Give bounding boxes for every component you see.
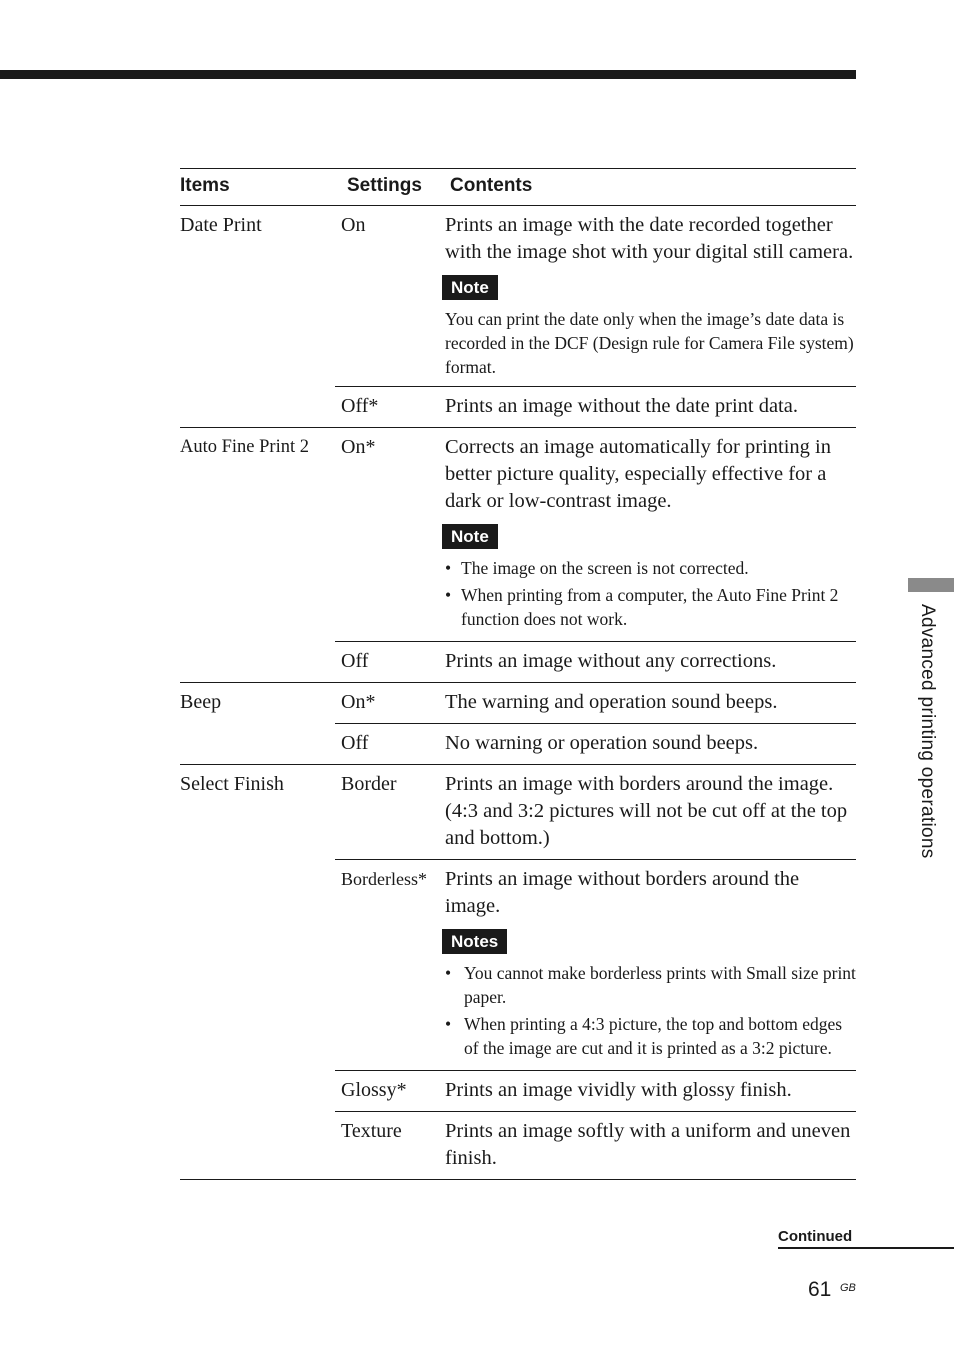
table-row xyxy=(335,386,856,427)
note-bullet-text: When printing from a computer, the Auto Fine Print 2 function does not work. xyxy=(461,585,839,629)
note-bullet xyxy=(445,556,856,580)
content-text: The warning and operation sound beeps. xyxy=(445,691,778,713)
header-settings: Settings xyxy=(347,175,422,196)
table-group-select-finish xyxy=(180,765,856,1180)
bullet-dot: • xyxy=(445,558,452,578)
table-row xyxy=(335,206,856,386)
setting-value: Border xyxy=(341,773,397,795)
continued-label: Continued xyxy=(778,1228,853,1245)
table-group-auto-fine-print xyxy=(180,428,856,683)
note-bullet xyxy=(445,1012,856,1060)
content-text: Prints an image without the date print data. xyxy=(445,395,798,417)
setting-value: On* xyxy=(341,436,376,458)
table-row xyxy=(335,765,856,859)
content-text: Prints an image without any corrections. xyxy=(445,650,777,672)
section-tab-marker xyxy=(908,578,954,592)
setting-value: Off xyxy=(341,650,369,672)
table-row xyxy=(335,723,856,764)
setting-value: On* xyxy=(341,691,376,713)
table-group-beep xyxy=(180,683,856,765)
content-text: Prints an image without borders around the image. xyxy=(445,868,800,917)
note-bullet xyxy=(445,961,856,1009)
content-text: Prints an image with borders around the image. (4:3 and 3:2 pictures will not be cut off at the top and bottom.) xyxy=(445,773,848,849)
setting-value: Glossy* xyxy=(341,1079,407,1101)
content-text: Prints an image with the date recorded together with the image shot with your digital still camera. xyxy=(445,214,854,263)
note-badge: Note xyxy=(442,524,498,549)
note-badge: Note xyxy=(442,275,498,300)
table-row xyxy=(335,641,856,682)
table-row xyxy=(335,683,856,723)
top-rule xyxy=(0,70,856,79)
content-text: Prints an image softly with a uniform and uneven finish. xyxy=(445,1120,851,1169)
item-label: Beep xyxy=(180,691,222,713)
note-bullet-text: When printing a 4:3 picture, the top and bottom edges of the image are cut and it is printed as a 3:2 picture. xyxy=(464,1014,843,1058)
continued-rule xyxy=(778,1247,954,1249)
header-contents: Contents xyxy=(450,175,533,196)
table-row xyxy=(335,1111,856,1179)
content-text: No warning or operation sound beeps. xyxy=(445,732,759,754)
note-bullet xyxy=(445,583,856,631)
note-bullet-text: You cannot make borderless prints with Small size print paper. xyxy=(464,963,856,1007)
settings-table xyxy=(180,168,856,1180)
item-label: Select Finish xyxy=(180,773,284,795)
setting-value: Texture xyxy=(341,1120,402,1142)
setting-value: Off xyxy=(341,732,369,754)
bullet-dot: • xyxy=(445,1014,452,1034)
table-row xyxy=(335,859,856,1070)
notes-badge: Notes xyxy=(442,929,507,954)
bullet-dot: • xyxy=(445,585,452,605)
item-label: Date Print xyxy=(180,214,262,236)
table-header xyxy=(180,169,856,206)
page-number: 61 xyxy=(808,1278,832,1301)
note-text: You can print the date only when the image’s date data is recorded in the DCF (Design rule for Camera File system) format. xyxy=(445,309,854,377)
content-text: Corrects an image automatically for printing in better picture quality, especially effective for a dark or low-contrast image. xyxy=(445,436,831,512)
table-row xyxy=(335,1070,856,1111)
setting-value: On xyxy=(341,214,366,236)
table-group-date-print xyxy=(180,206,856,428)
header-items: Items xyxy=(180,175,230,196)
content-text: Prints an image vividly with glossy finish. xyxy=(445,1079,792,1101)
bullet-dot: • xyxy=(445,963,452,983)
item-label: Auto Fine Print 2 xyxy=(180,437,309,457)
page-language-suffix: GB xyxy=(840,1282,856,1294)
setting-value: Borderless* xyxy=(341,869,427,889)
section-side-label: Advanced printing operations xyxy=(917,604,938,859)
table-row xyxy=(335,428,856,641)
setting-value: Off* xyxy=(341,395,379,417)
note-bullet-text: The image on the screen is not corrected. xyxy=(461,558,749,578)
